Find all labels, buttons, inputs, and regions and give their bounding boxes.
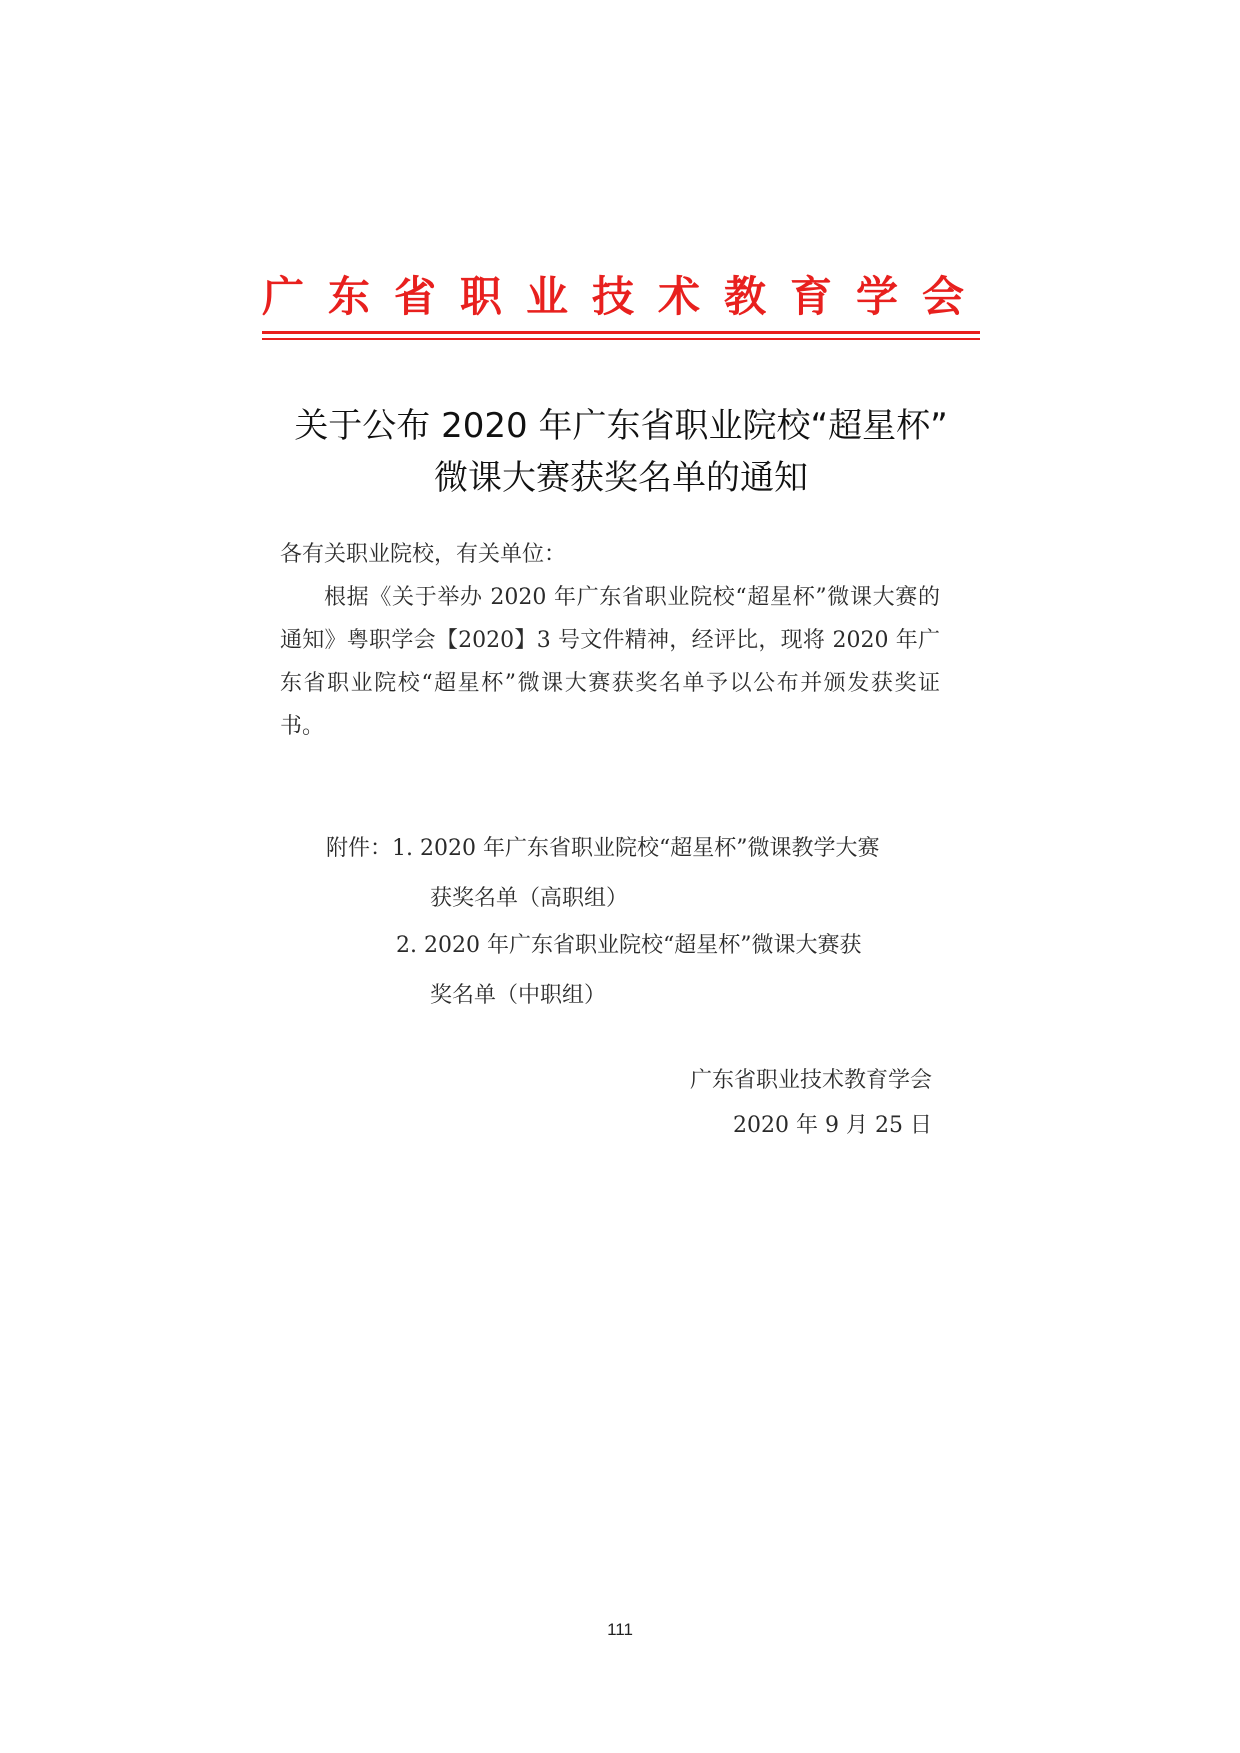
letterhead-divider-thin [262, 338, 980, 340]
signature-block [690, 1058, 932, 1148]
organization-letterhead: 广东省职业技术教育学会 [262, 272, 989, 321]
attachment-2-line-2: 奖名单（中职组） [430, 983, 607, 1008]
document-title-line-2: 微课大赛获奖名单的通知 [434, 458, 808, 498]
document-title-line-1: 关于公布 2020 年广东省职业院校“超星杯” [294, 406, 948, 446]
letterhead-divider-thick [262, 331, 980, 334]
attachment-1-line-1: 附件：1. 2020 年广东省职业院校“超星杯”微课教学大赛 [326, 836, 880, 861]
body-paragraph: 根据《关于举办 2020 年广东省职业院校“超星杯”微课大赛的通知》粤职学会【2020】3 号文件精神，经评比，现将 2020 年广东省职业院校“超星杯”微课大赛获奖名单予以公布并颁发获奖证书。 [280, 585, 940, 739]
salutation: 各有关职业院校，有关单位： [280, 542, 567, 567]
page-number: 111 [607, 1620, 633, 1639]
attachment-1-line-2: 获奖名单（高职组） [430, 886, 629, 911]
signature-organization: 广东省职业技术教育学会 [689, 1068, 932, 1093]
document-title [262, 400, 980, 504]
signature-date: 2020 年 9 月 25 日 [733, 1113, 932, 1138]
attachment-2-line-1: 2. 2020 年广东省职业院校“超星杯”微课大赛获 [396, 933, 862, 958]
